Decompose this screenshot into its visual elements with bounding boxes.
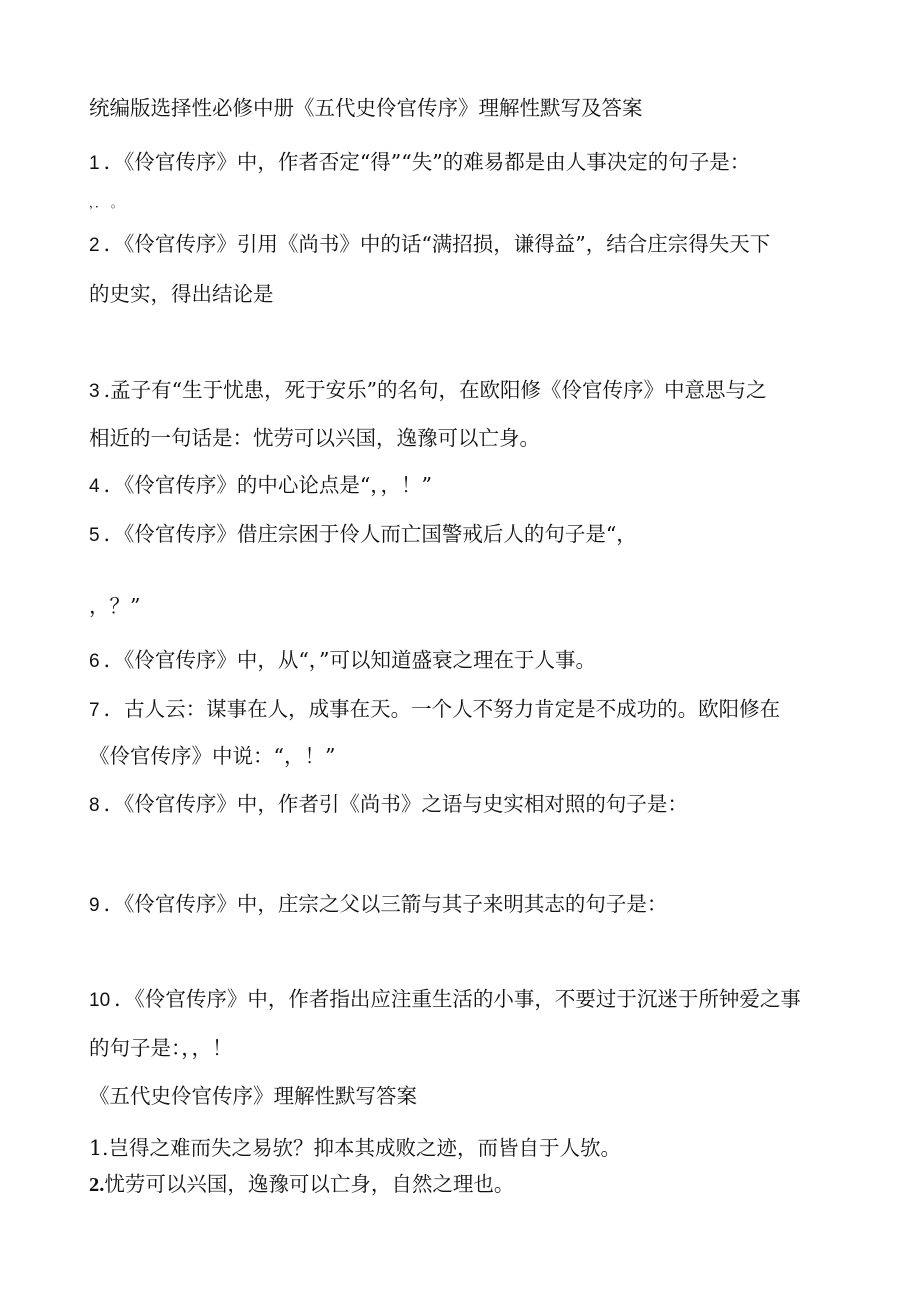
question-number: 2: [89, 235, 100, 256]
question-2-line-2: 的史实，得出结论是: [89, 282, 274, 306]
question-text: ．《伶官传序》中，从“，”可以知道盛衰之理在于人事。: [103, 648, 597, 672]
answers-title: 《五代史伶官传序》理解性默写答案: [89, 1084, 417, 1108]
answer-text: 忧劳可以兴国，逸豫可以亡身，自然之理也。: [104, 1172, 515, 1196]
document-title: 统编版选择性必修中册《五代史伶官传序》理解性默写及答案: [89, 96, 643, 120]
answer-text: 岂得之难而失之易欤？抑本其成败之迹，而皆自于人欤。: [108, 1136, 622, 1160]
question-number: 8: [89, 795, 100, 816]
question-8: [89, 790, 688, 820]
question-text: ．《伶官传序》中，庄宗之父以三箭与其子来明其志的句子是：: [103, 892, 668, 916]
answer-1: [89, 1134, 621, 1162]
question-10: [89, 985, 801, 1015]
question-text: ．古人云：谋事在人，成事在天。一个人不努力肯定是不成功的。欧阳修在: [103, 697, 781, 721]
question-number: 7: [89, 700, 100, 721]
question-number: 5: [89, 525, 100, 546]
question-5: [89, 520, 637, 550]
question-text: ．《伶官传序》中，作者指出应注重生活的小事，不要过于沉迷于所钟爱之事: [114, 987, 801, 1011]
question-5-line-2: ，？”: [89, 594, 141, 618]
question-2: [89, 230, 770, 260]
question-10-line-2: 的句子是：，，！: [89, 1036, 233, 1060]
question-6: [89, 646, 596, 676]
question-number: 9: [89, 895, 100, 916]
answer-number: 1.: [89, 1136, 109, 1160]
question-7-line-2: 《伶官传序》中说：“，！”: [89, 744, 336, 768]
question-number: 3: [89, 381, 100, 402]
question-text: ．《伶官传序》的中心论点是“，，！”: [103, 473, 433, 497]
question-3: [89, 376, 767, 406]
question-text: ．《伶官传序》中，作者否定“得”“失”的难易都是由人事决定的句子是：: [103, 150, 751, 174]
question-1: [89, 148, 750, 178]
question-number: 1: [89, 153, 100, 174]
question-number: 6: [89, 651, 100, 672]
question-text: .孟子有“生于忧患，死于安乐”的名句，在欧阳修《伶官传序》中意思与之: [103, 378, 767, 402]
question-number: 10: [89, 990, 111, 1011]
answer-2: [89, 1170, 514, 1199]
question-1-blank-line: ，． 。: [89, 196, 123, 210]
question-4: [89, 471, 432, 501]
answer-number: 2.: [89, 1174, 105, 1196]
question-text: ．《伶官传序》引用《尚书》中的话“满招损，谦得益”，结合庄宗得失天下: [103, 232, 771, 256]
question-7: [89, 695, 780, 725]
question-number: 4: [89, 476, 100, 497]
question-9: [89, 890, 667, 920]
question-text: ．《伶官传序》借庄宗困于伶人而亡国警戒后人的句子是“，: [103, 522, 637, 546]
question-text: ．《伶官传序》中，作者引《尚书》之语与史实相对照的句子是：: [103, 792, 688, 816]
question-3-line-2: 相近的一句话是：忧劳可以兴国，逸豫可以亡身。: [89, 426, 540, 450]
